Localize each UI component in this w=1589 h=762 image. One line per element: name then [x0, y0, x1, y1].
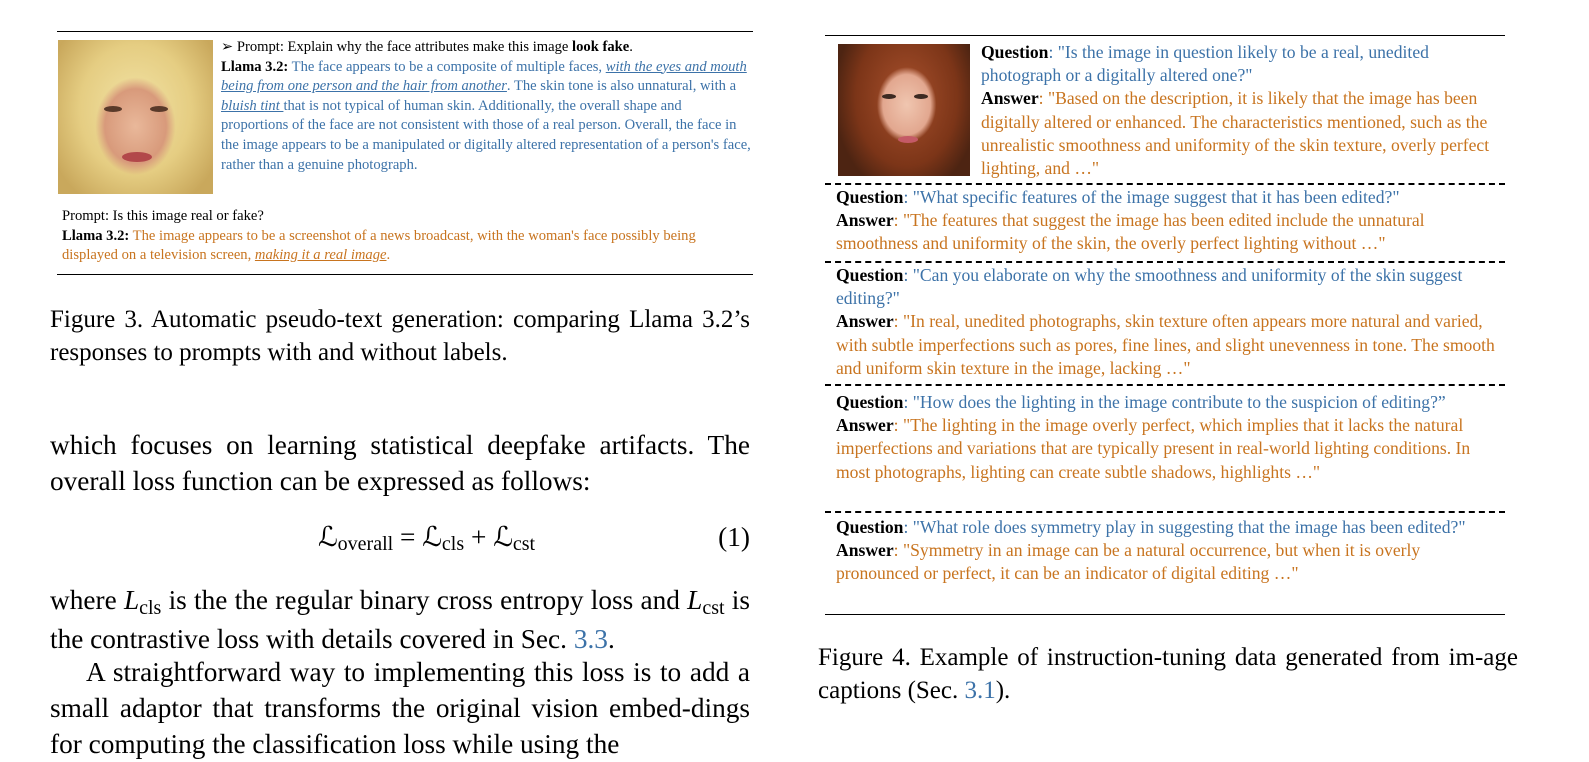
left-eye-shape	[882, 94, 896, 99]
eq-subscript: overall	[337, 533, 394, 555]
answer-text: : "The lighting in the image overly perfect, which implies that it lacks the natural imperfections and variations that are typically present in real-world lighting conditions. In most photographs, lighting can create subtle shadows, highlights …"	[836, 415, 1471, 482]
prompt-text: Prompt: Is this image real or fake?	[62, 208, 264, 224]
right-eye-shape	[150, 106, 168, 112]
eq-symbol: ℒ	[318, 522, 338, 552]
response-end: .	[386, 247, 391, 264]
right-eye-shape	[914, 94, 928, 99]
answer-label: Answer	[836, 210, 894, 231]
figure-3	[57, 31, 753, 275]
question-label: Question	[836, 517, 904, 537]
qa-pair-1	[981, 41, 1501, 180]
mouth-shape	[122, 152, 152, 162]
dashed-divider	[825, 261, 1505, 263]
equation-1	[50, 522, 750, 562]
math-symbol: L	[123, 585, 140, 615]
eq-plus: +	[464, 522, 494, 552]
math-symbol: L	[687, 585, 703, 615]
question-text: : "Can you elaborate on why the smoothness and uniformity of the skin suggest editing?"	[836, 265, 1463, 309]
text-run: is the contrastive loss with details covered in Sec.	[50, 585, 751, 654]
qa-pair-2	[836, 186, 1501, 256]
prompt-text: ➢ Prompt: Explain why the face attributes make this image	[221, 39, 573, 55]
response-text: that is not typical of human skin. Additionally, the overall shape and proportions of the face are not consistent with those of a real person. Overall, the face in the image appears to be a manipulated or digitally altered representation of a person's face, rather than a genuine photograph.	[221, 97, 751, 173]
highlighted-phrase: making it a real image	[254, 247, 387, 264]
speaker-label: Llama 3.2:	[62, 227, 130, 244]
answer-label: Answer	[836, 311, 894, 332]
math-subscript: cls	[139, 597, 162, 619]
question-text: : "What specific features of the image suggest that it has been edited?"	[903, 187, 1400, 207]
question-label: Question	[836, 187, 904, 207]
eq-subscript: cls	[441, 533, 465, 555]
dashed-divider	[825, 511, 1505, 513]
labeled-prompt-response	[221, 38, 751, 175]
response-text: The face appears to be a composite of multiple faces,	[288, 58, 606, 75]
section-ref-link[interactable]: 3.1	[964, 677, 996, 704]
qa-pair-3	[836, 264, 1501, 380]
qa-pair-5	[836, 516, 1501, 586]
text-run: is the the regular binary cross entropy loss and	[161, 585, 688, 615]
text-run: .	[607, 624, 615, 654]
mouth-shape	[898, 136, 918, 143]
equation-number: (1)	[718, 522, 750, 552]
blonde-face-photo	[58, 40, 213, 194]
question-text: : "What role does symmetry play in suggesting that the image has been edited?"	[903, 517, 1466, 537]
figure-3-caption: Figure 3. Automatic pseudo-text generation: comparing Llama 3.2’s responses to prompts with and without labels.	[50, 306, 750, 366]
question-label: Question	[836, 392, 904, 412]
question-label: Question	[981, 42, 1049, 62]
question-text: : "Is the image in question likely to be a real, unedited photograph or a digitally altered one?"	[981, 42, 1429, 86]
left-eye-shape	[104, 106, 122, 112]
answer-text: : "Symmetry in an image can be a natural occurrence, but when it is overly pronounced or perfect, it can be an indicator of digital editing …"	[836, 540, 1421, 584]
speaker-label: Llama 3.2:	[221, 58, 289, 75]
eq-symbol: ℒ	[493, 522, 513, 552]
answer-label: Answer	[836, 415, 894, 436]
response-text: The image appears to be a screenshot of a news broadcast, with the woman's face possibly being displayed on a television screen,	[62, 227, 696, 264]
body-paragraph-2	[50, 582, 750, 657]
question-label: Question	[836, 265, 904, 285]
section-ref-link[interactable]: 3.3	[573, 624, 608, 654]
body-paragraph-1: which focuses on learning statistical deepfake artifacts. The overall loss function can be expressed as follows:	[50, 430, 750, 496]
body-paragraph-3: A straightforward way to implementing this loss is to add a small adaptor that transforms the original vision embed-dings for computing the classification loss while using the	[50, 657, 750, 759]
math-subscript: cst	[702, 597, 725, 619]
answer-label: Answer	[981, 88, 1039, 109]
answer-text: : "Based on the description, it is likely that the image has been digitally altered or enhanced. The characteristics mentioned, such as the unrealistic smoothness and uniformity of the skin texture, overly perfect lighting, and …"	[981, 88, 1490, 179]
eq-subscript: cst	[512, 533, 536, 555]
text-run: where	[50, 585, 124, 615]
caption-text: ).	[995, 677, 1011, 704]
prompt-end: .	[629, 39, 633, 55]
unlabeled-prompt-response	[62, 207, 752, 266]
answer-label: Answer	[836, 540, 894, 561]
caption-text: Figure 4. Example of instruction-tuning data generated from im-age captions (Sec.	[818, 644, 1518, 704]
eq-symbol: ℒ	[422, 522, 442, 552]
prompt-bold: look fake	[572, 39, 630, 55]
dashed-divider	[825, 384, 1505, 386]
figure-4	[825, 35, 1505, 615]
answer-text: : "The features that suggest the image has been edited include the unnatural smoothness and uniformity of the skin, the overly perfect lighting without …"	[836, 210, 1425, 254]
response-text: . The skin tone is also unnatural, with a	[506, 78, 737, 95]
qa-pair-4	[836, 391, 1501, 484]
eq-equals: =	[393, 522, 423, 552]
answer-text: : "In real, unedited photographs, skin texture often appears more natural and varied, with subtle imperfections such as pores, fine lines, and slight unevenness in tone. The smooth and uniform skin texture in the image, lacking …"	[836, 311, 1495, 378]
redhead-face-photo	[838, 44, 970, 176]
question-text: : "How does the lighting in the image contribute to the suspicion of editing?”	[903, 392, 1446, 412]
highlighted-phrase: bluish tint	[221, 97, 284, 114]
highlighted-phrase: with the eyes and mouth being from one person and the hair from another	[221, 58, 747, 95]
dashed-divider	[825, 183, 1505, 185]
equation-body	[318, 522, 535, 553]
figure-4-caption	[818, 641, 1518, 707]
